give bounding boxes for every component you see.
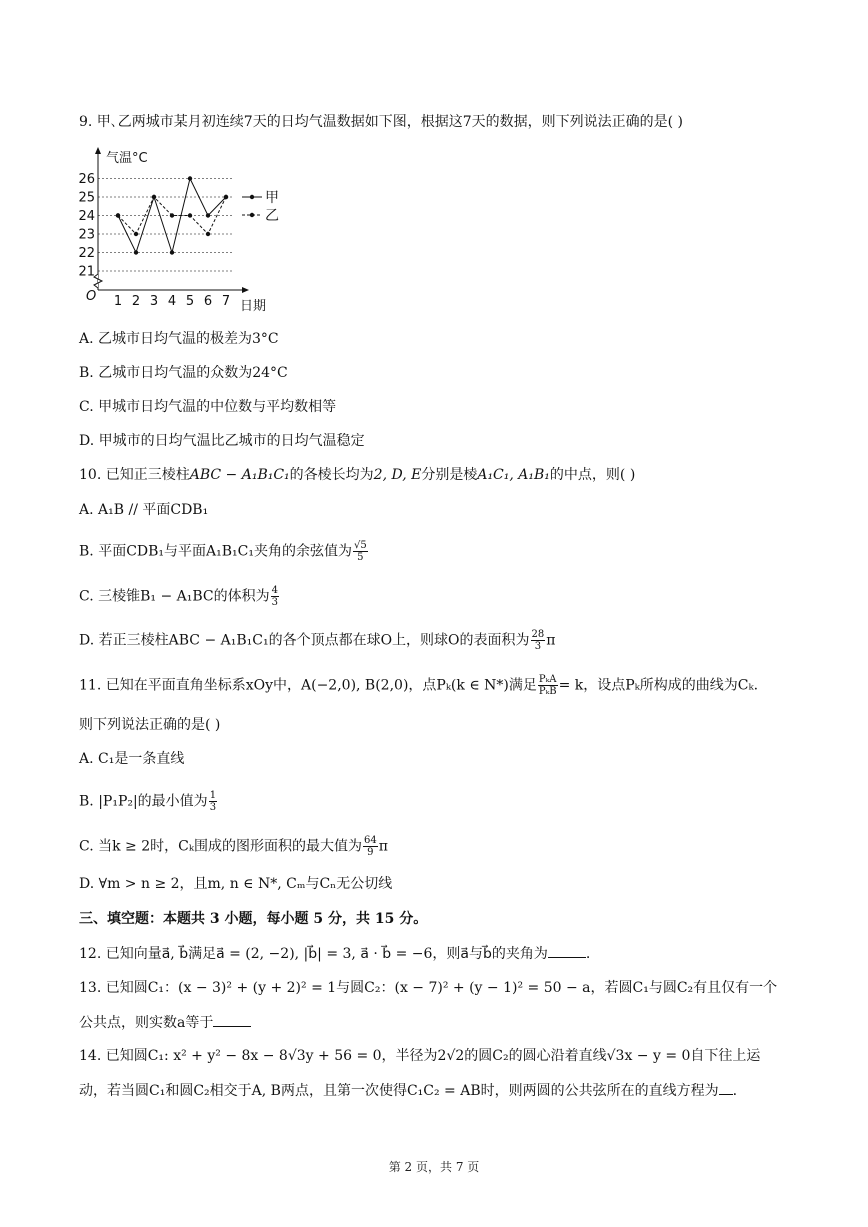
q12-answer-blank xyxy=(548,943,586,958)
chart-y-ticks xyxy=(78,172,95,280)
fraction-numerator: 4 xyxy=(271,585,279,596)
legend-label-2: 乙 xyxy=(265,208,279,224)
y-tick-label: 23 xyxy=(78,227,95,243)
q9-stem: 9. 甲､乙两城市某月初连续7天的日均气温数据如下图，根据这7天的数据，则下列说法正确的是( ) xyxy=(79,114,683,130)
q14-line-2 xyxy=(79,1080,737,1101)
q11-stem-post: = k，设点Pₖ所构成的曲线为Cₖ. xyxy=(558,677,759,694)
q11-option-a: A. C₁是一条直线 xyxy=(79,751,185,767)
q10-option-d-fraction xyxy=(531,629,546,652)
legend-marker-2 xyxy=(250,213,254,217)
y-tick-label: 22 xyxy=(78,246,95,261)
q10-option-c xyxy=(79,585,280,608)
section-3-heading: 三、填空题：本题共 3 小题，每小题 5 分，共 15 分。 xyxy=(79,911,428,927)
chart-ylabel: 气温°C xyxy=(106,151,148,166)
q13-line-2 xyxy=(79,1012,251,1033)
y-tick-label: 26 xyxy=(78,172,95,187)
q11-option-c-fraction xyxy=(363,835,378,858)
y-axis-arrow xyxy=(95,147,101,154)
q10-stem xyxy=(79,465,635,485)
q9-option-c: C. 甲城市日均气温的中位数与平均数相等 xyxy=(79,399,337,415)
q14-answer-blank xyxy=(719,1080,733,1095)
fraction-denominator: PₖB xyxy=(538,686,557,697)
fraction-numerator: PₖA xyxy=(538,674,557,685)
q10-stem-f: A₁C₁, A₁B₁ xyxy=(477,467,550,483)
q13-line-2-text: 公共点，则实数a等于 xyxy=(79,1015,214,1031)
fraction-numerator: 28 xyxy=(531,629,545,640)
x-axis-arrow xyxy=(242,287,249,293)
fraction-numerator: √5 xyxy=(353,540,367,551)
series-1-point xyxy=(206,213,210,217)
q10-option-d xyxy=(79,629,555,652)
q10-option-b xyxy=(79,540,369,563)
q11-option-c xyxy=(79,835,388,858)
y-tick-label: 21 xyxy=(78,264,95,280)
q14-period: . xyxy=(732,1083,738,1099)
page-footer: 第 2 页，共 7 页 xyxy=(388,1160,480,1174)
chart-legend xyxy=(242,190,279,224)
fraction-numerator: 64 xyxy=(363,835,377,846)
chart-origin-label: O xyxy=(86,289,97,304)
q10-stem-g: 的中点，则( ) xyxy=(549,467,636,483)
q11-option-b xyxy=(79,790,218,813)
q13-answer-blank xyxy=(213,1012,251,1027)
q11-option-b-text: B. |P₁P₂|的最小值为 xyxy=(79,793,208,810)
x-tick-label: 5 xyxy=(185,294,195,309)
q11-stem-2: 则下列说法正确的是( ) xyxy=(79,717,221,733)
q9-option-b: B. 乙城市日均气温的众数为24°C xyxy=(79,365,288,381)
q14-line-2-text: 动，若当圆C₁和圆C₂相交于A, B两点，且第一次使得C₁C₂ = AB时，则两圆的公共弦所在的直线方程为 xyxy=(79,1083,719,1099)
q10-stem-c: 的各棱长均为 xyxy=(289,467,374,483)
series-1-point xyxy=(170,250,174,254)
series-1-point xyxy=(188,176,192,180)
q10-option-c-text: C. 三棱锥B₁ − A₁BC的体积为 xyxy=(79,588,270,605)
q11-option-c-text: C. 当k ≥ 2时，Cₖ围成的图形面积的最大值为 xyxy=(79,838,362,855)
q10-stem-d: 2, D, E xyxy=(373,467,422,483)
fraction-denominator: 3 xyxy=(271,597,279,608)
q10-stem-a: 10. 已知正三棱柱 xyxy=(79,467,190,483)
x-tick-label: 6 xyxy=(203,294,213,309)
series-2-point xyxy=(224,195,228,199)
q12 xyxy=(79,943,590,964)
y-tick-label: 25 xyxy=(78,190,95,206)
x-tick-label: 7 xyxy=(221,294,231,309)
chart-x-ticks xyxy=(114,294,230,309)
x-tick-label: 4 xyxy=(167,294,177,309)
series-2-point xyxy=(206,232,210,236)
fraction-denominator: 9 xyxy=(367,847,374,858)
fraction-denominator: 5 xyxy=(357,552,364,563)
series-2-point xyxy=(152,195,156,199)
q10-option-b-fraction xyxy=(353,540,368,563)
fraction-denominator: 3 xyxy=(209,802,217,813)
chart-gridlines xyxy=(98,179,234,272)
temperature-line-chart xyxy=(76,144,286,316)
q13-line-1: 13. 已知圆C₁：(x − 3)² + (y + 2)² = 1与圆C₂：(x − 7)² + (y − 1)² = 50 − a，若圆C₁与圆C₂有且仅有一个 xyxy=(79,980,778,996)
q10-option-b-text: B. 平面CDB₁与平面A₁B₁C₁夹角的余弦值为 xyxy=(79,543,352,560)
q11-stem-fraction xyxy=(538,674,558,697)
y-tick-label: 24 xyxy=(78,209,95,224)
q10-option-d-pi: π xyxy=(546,632,556,649)
q10-option-a: A. A₁B // 平面CDB₁ xyxy=(79,502,209,518)
legend-label-1: 甲 xyxy=(265,190,279,206)
q12-text: 12. 已知向量a⃗, b⃗满足a⃗ = (2, −2), |b⃗| = 3, a⃗ · b⃗ = −6，则a⃗与b⃗的夹角为 xyxy=(79,946,548,962)
legend-marker-1 xyxy=(250,195,254,199)
q11-stem-text: 11. 已知在平面直角坐标系xOy中，A(−2,0), B(2,0)，点Pₖ(k ∈ N*)满足 xyxy=(79,677,537,694)
q11-stem xyxy=(79,674,758,697)
series-2-point xyxy=(188,213,192,217)
q9-option-d: D. 甲城市的日均气温比乙城市的日均气温稳定 xyxy=(79,433,365,449)
series-2-point xyxy=(116,213,120,217)
q14-line-1: 14. 已知圆C₁: x² + y² − 8x − 8√3y + 56 = 0，半径为2√2的圆C₂的圆心沿着直线√3x − y = 0自下往上运 xyxy=(79,1048,761,1064)
q11-option-c-pi: π xyxy=(378,838,388,855)
x-tick-label: 3 xyxy=(149,294,159,309)
q12-period: . xyxy=(585,946,591,962)
q9-option-a: A. 乙城市日均气温的极差为3°C xyxy=(79,331,279,347)
axis-break xyxy=(94,274,102,288)
q11-option-b-fraction xyxy=(209,790,217,813)
q10-stem-e: 分别是棱 xyxy=(421,467,478,483)
fraction-denominator: 3 xyxy=(534,641,542,652)
x-tick-label: 1 xyxy=(113,294,123,309)
chart-xlabel: 日期 xyxy=(240,299,267,314)
x-tick-label: 2 xyxy=(131,294,141,309)
q10-option-d-text: D. 若正三棱柱ABC − A₁B₁C₁的各个顶点都在球O上，则球O的表面积为 xyxy=(79,632,530,649)
q10-stem-b: ABC − A₁B₁C₁ xyxy=(189,467,290,483)
q10-option-c-fraction xyxy=(271,585,279,608)
series-1-point xyxy=(134,250,138,254)
series-2-point xyxy=(134,232,138,236)
q11-option-d: D. ∀m > n ≥ 2，且m, n ∈ N*, Cₘ与Cₙ无公切线 xyxy=(79,876,393,892)
series-2-point xyxy=(170,213,174,217)
fraction-numerator: 1 xyxy=(209,790,217,801)
